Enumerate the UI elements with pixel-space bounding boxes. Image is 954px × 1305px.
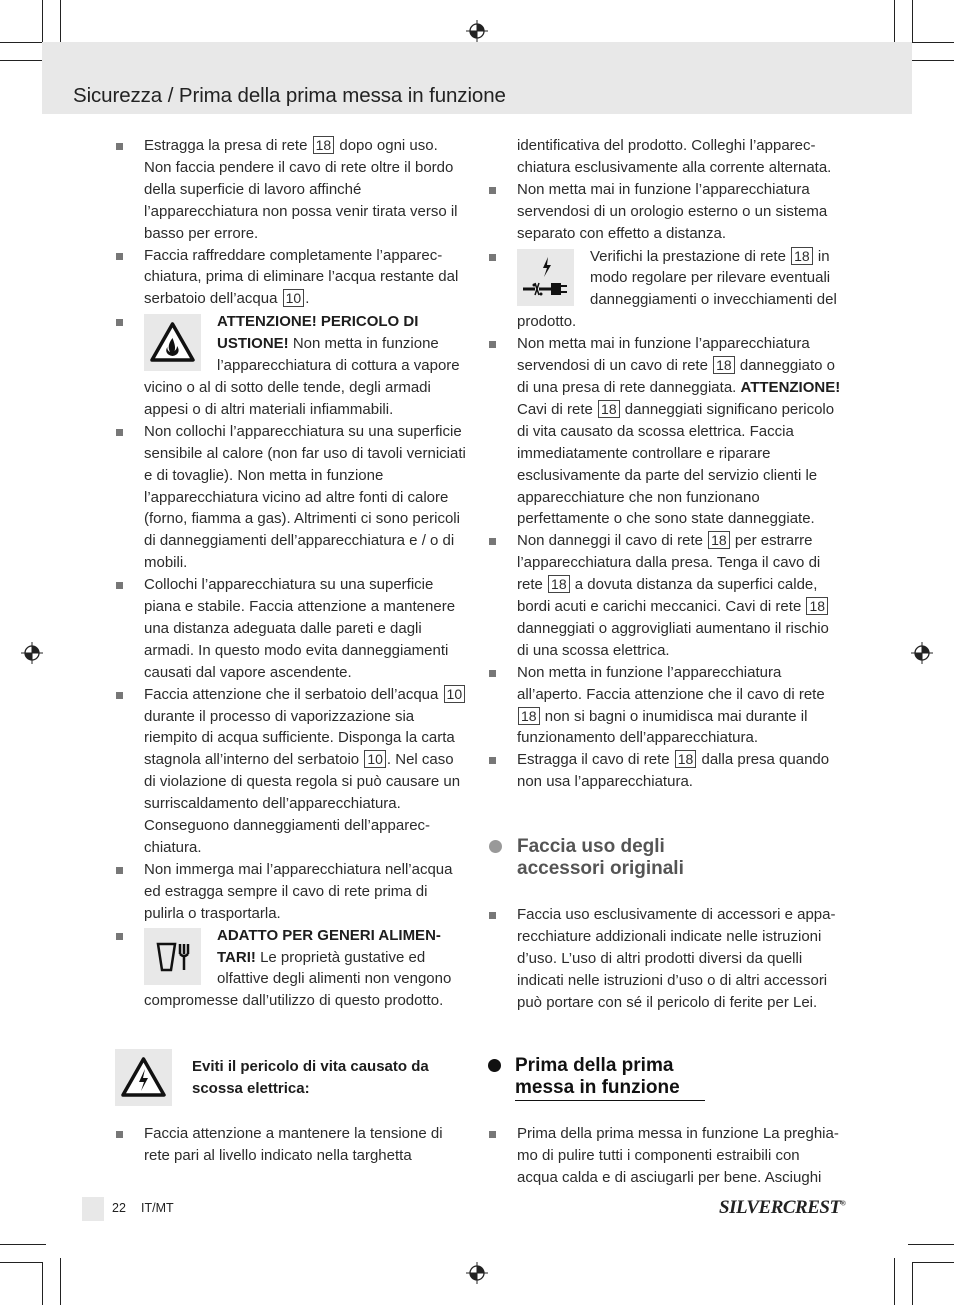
list-item <box>144 135 468 245</box>
list-item <box>517 246 841 334</box>
list-item <box>517 904 841 1014</box>
text: Non danneggi il cavo di rete <box>517 532 703 550</box>
text: identificativa del prodotto. Colleghi l’apparecchiatura esclusivamente alla corrente alternata. <box>517 137 832 176</box>
crop-mark <box>908 60 954 61</box>
warning-heading: Eviti il pericolo di vita causato da scossa elettrica: <box>192 1058 429 1097</box>
section-heading: Prima della prima messa in funzione <box>515 1055 705 1101</box>
text: Non immerga mai l’apparecchiatura nell’acqua ed estragga sempre il cavo di rete prima di pulirla o trasportarla. <box>144 860 453 922</box>
bullet-marker <box>116 429 123 436</box>
text: non si bagni o inumidisca mai durante il funzionamento dell’apparecchiatura. <box>517 707 808 747</box>
part-reference: 18 <box>518 707 540 725</box>
paragraph-continued <box>517 135 841 179</box>
text: Estragga il cavo di rete <box>517 751 670 769</box>
bullet-marker <box>116 867 123 874</box>
bullet-marker <box>489 912 496 919</box>
part-reference: 18 <box>791 247 813 265</box>
page-number-box <box>82 1197 104 1221</box>
bullet-marker <box>489 1131 496 1138</box>
section-bullet-icon <box>489 840 502 853</box>
part-reference: 10 <box>364 750 386 768</box>
part-reference: 18 <box>598 400 620 418</box>
registration-mark-icon <box>466 20 488 42</box>
page-title: Sicurezza / Prima della prima messa in funzione <box>73 84 506 107</box>
bullet-marker <box>116 692 123 699</box>
part-reference: 10 <box>283 289 305 307</box>
list-item <box>517 662 841 750</box>
bullet-marker <box>489 670 496 677</box>
text: dalla presa quando non usa l’apparecchiatura. <box>517 751 830 791</box>
list-item <box>517 179 841 245</box>
warning-heading: ATTENZIONE! PERICOLO DI USTIONE! <box>217 313 419 353</box>
bullet-marker <box>489 254 496 261</box>
page-number: 22 <box>112 1201 126 1215</box>
text: durante il processo di vaporizzazione sia riempito di acqua sufficiente. Disponga la carta stagnola all’interno del serbatoio <box>144 707 455 769</box>
text: Faccia uso esclusivamente di accessori e apparecchiature addizionali indicate nelle istruzioni d’uso. L’uso di altri prodotti diversi da quelli indicati nelle istruzioni d’uso o di altri accessori può portare con sé il pericolo di ferite per Lei. <box>517 906 836 1011</box>
list-item <box>144 311 468 421</box>
text: Faccia attenzione a mantenere la tensione di rete pari al livello indicato nella targhetta <box>144 1125 443 1164</box>
list-item <box>144 684 468 859</box>
list-item <box>517 749 841 793</box>
text: Faccia raffreddare completamente l’apparecchiatura, prima di eliminare l’acqua restante dal serbatoio dell’acqua <box>144 246 459 308</box>
text: in modo regolare per rilevare eventuali danneggiamenti o invecchiamenti del prodotto. <box>517 247 837 331</box>
text: danneggiati significano pericolo di vita causato da scossa elettrica. Faccia immediatamente controllare e riparare esclusivamente da parte del servizio clienti le apparecchiature che non funzionano perfettamente o che sono state danneggiate. <box>517 400 835 528</box>
text: . Nel caso di violazione di questa regola si può causare un surriscaldamento dell’apparecchiatura. Conseguono danneggiamenti dell’apparecchiatura. <box>144 751 461 856</box>
bullet-marker <box>116 582 123 589</box>
language-code: IT/MT <box>141 1201 174 1215</box>
text: Collochi l’apparecchiatura su una superficie piana e stabile. Faccia attenzione a mantenere una distanza adeguata dalle pareti e dagli armadi. In questo modo evita danneggiamenti causati dal vapore ascendente. <box>144 576 456 681</box>
bullet-marker <box>489 538 496 545</box>
list-item <box>144 1123 454 1167</box>
crop-mark <box>894 1258 895 1305</box>
left-column <box>144 135 468 1012</box>
crop-mark <box>60 1258 61 1305</box>
crop-mark <box>0 60 46 61</box>
text: dopo ogni uso. Non faccia pendere il cavo di rete oltre il bordo della superficie di lavoro affinché l’apparecchiatura non possa venir tirata verso il basso per errore. <box>144 137 458 242</box>
crop-mark <box>908 1244 954 1245</box>
section-heading: Faccia uso degli accessori originali <box>517 836 684 879</box>
text: danneggiato o di una presa di rete danneggiata. <box>517 357 835 396</box>
crop-mark <box>42 1262 43 1305</box>
list-item <box>144 925 468 1013</box>
part-reference: 18 <box>713 356 735 374</box>
list-item <box>517 530 841 661</box>
left-column-bottom <box>144 1123 454 1167</box>
text: Verifichi la prestazione di rete <box>590 247 786 265</box>
text: Non metta mai in funzione l’apparecchiatura servendosi di un orologio esterno o un sistema separato con effetto a distanza. <box>517 180 828 242</box>
list-item <box>144 421 468 574</box>
bullet-marker <box>489 757 496 764</box>
bullet-marker <box>116 319 123 326</box>
registration-mark-icon <box>21 642 43 664</box>
crop-mark <box>0 1244 46 1245</box>
list-item <box>144 859 468 925</box>
crop-mark <box>42 0 43 42</box>
bullet-marker <box>489 341 496 348</box>
bullet-marker <box>489 187 496 194</box>
crop-mark <box>912 42 954 43</box>
brand-logo <box>719 1197 845 1219</box>
registration-mark-icon <box>911 642 933 664</box>
part-reference: 18 <box>708 531 730 549</box>
text: Estragga la presa di rete <box>144 137 308 154</box>
bullet-marker <box>116 933 123 940</box>
part-reference: 18 <box>313 136 335 154</box>
list-item <box>144 574 468 684</box>
crop-mark <box>912 1262 913 1305</box>
list-item <box>517 333 841 530</box>
brand-name: SILVERCREST <box>719 1197 841 1218</box>
text: Non metta in funzione l’apparecchiatura di cottura a vapore vicino o al di sotto delle tende, degli armadi appesi o di altri materiali infiammabili. <box>144 335 460 418</box>
crop-mark <box>912 1262 954 1263</box>
section-bullet-icon <box>488 1059 501 1072</box>
damaged-cable-icon <box>517 249 574 306</box>
part-reference: 18 <box>548 575 570 593</box>
text: a dovuta distanza da superfici calde, bordi acuti e carichi meccanici. Cavi di rete <box>517 576 818 616</box>
text: Non collochi l’apparecchiatura su una superficie sensibile al calore (non far uso di tavoli verniciati e di tovaglie). Non metta in funzione l’apparecchiatura vicino ad altre fonti di calore (forno, fiamma a gas). Altrimenti ci sono pericoli di danneggiamenti dell’apparecchiatura e / o di mobili. <box>144 422 466 572</box>
section1-body <box>517 904 841 1014</box>
crop-mark <box>894 0 895 46</box>
electric-shock-warning-icon <box>115 1049 172 1106</box>
text: Le proprietà gustative ed olfattive degli alimenti non vengono compromesse dall’utilizzo di questo prodotto. <box>144 948 452 1010</box>
notice-heading: ADATTO PER GENERI ALIMENTARI! <box>217 926 441 966</box>
text: per estrarre l’apparecchiatura dalla presa. Tenga il cavo di rete <box>517 532 821 594</box>
crop-mark <box>0 1262 42 1263</box>
text: Faccia attenzione che il serbatoio dell’acqua <box>144 685 439 703</box>
part-reference: 18 <box>806 597 828 615</box>
text: Cavi di rete <box>517 400 593 418</box>
crop-mark <box>912 0 913 42</box>
text: danneggiati o aggrovigliati aumentano il rischio di una scossa elettrica. <box>517 619 829 659</box>
burn-hazard-icon <box>144 314 201 371</box>
bullet-marker <box>116 1131 123 1138</box>
bullet-marker <box>116 253 123 260</box>
warning-label: ATTENZIONE! <box>740 378 841 396</box>
text: Non metta in funzione l’apparecchiatura all’aperto. Faccia attenzione che il cavo di rete <box>517 663 825 703</box>
text: . <box>305 290 310 308</box>
crop-mark <box>0 42 42 43</box>
list-item <box>517 1123 841 1189</box>
section2-body <box>517 1123 841 1189</box>
part-reference: 18 <box>675 750 697 768</box>
crop-mark <box>60 0 61 46</box>
text: Prima della prima messa in funzione La preghiamo di pulire tutti i componenti estraibili con acqua calda e di asciugarli per bene. Asciughi <box>517 1125 839 1186</box>
right-column <box>517 135 841 793</box>
registration-mark-icon <box>466 1262 488 1284</box>
food-safe-icon <box>144 928 201 985</box>
bullet-marker <box>116 143 123 150</box>
list-item <box>144 245 468 311</box>
text: Non metta mai in funzione l’apparecchiatura servendosi di un cavo di rete <box>517 335 810 375</box>
registered-mark: ® <box>840 1199 846 1208</box>
part-reference: 10 <box>444 685 466 703</box>
